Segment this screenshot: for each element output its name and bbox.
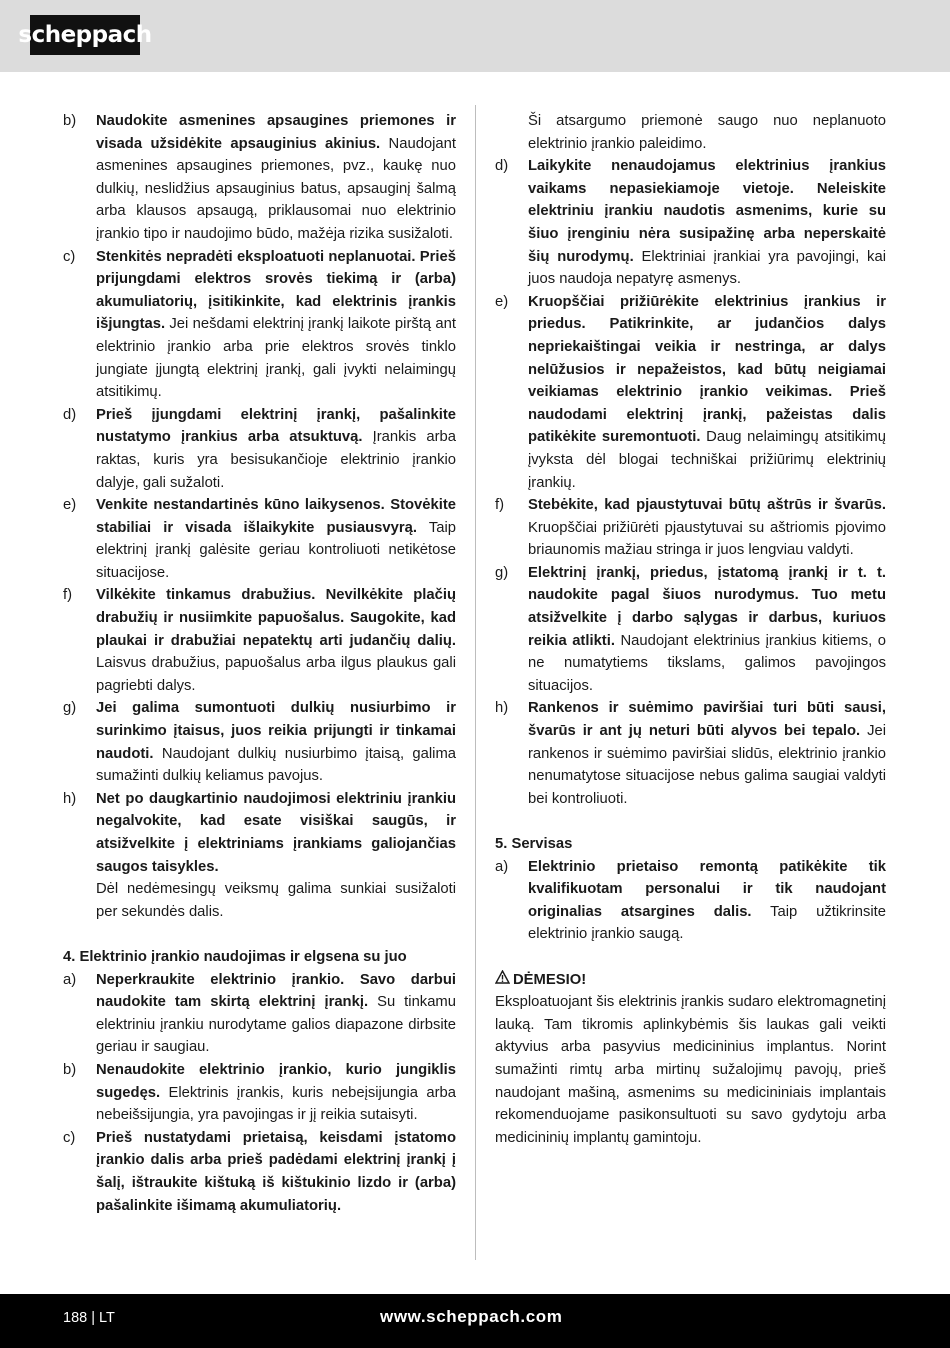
list-item: a) Neperkraukite elektrinio įrankio. Savo darbui naudokite tam skirtą elektrinį įrankį. Su tinkamu elektriniu įrankiu nurodytame galios diapazone dirbsite geriau ir saugiau. [63, 971, 456, 1056]
page-header [0, 0, 950, 72]
section-title: 4. Elektrinio įrankio naudojimas ir elgsena su juo [63, 948, 407, 965]
right-column [495, 110, 886, 1149]
column-divider [475, 105, 476, 1260]
warning-text: Eksploatuojant šis elektrinis įrankis sudaro elektromagnetinį lauką. Tam tikromis aplinkybėmis šis laukas gali veikti aktyvius arba pasyvius medicininius implantus. Norint sumažinti rimtų arba mirtinų sužalojimų pavojų, prieš naudojant mašiną, asmenims su medicininiais implantais rekomenduojame pasikonsultuoti su savo gydytoju arba medicininių implantų gamintoju. [495, 994, 886, 1146]
list-item: a) Elektrinio prietaiso remontą patikėkite tik kvalifikuotam personalui ir tik naudojant originalias atsargines dalis. Taip užtikrinsite elektrinio įrankio saugą. [495, 858, 886, 943]
warning-heading: DĖMESIO! [495, 969, 886, 992]
warning-triangle-icon [495, 969, 510, 992]
brand-logo: scheppach [30, 15, 140, 55]
list-item: d) Laikykite nenaudojamus elektrinius įrankius vaikams nepasiekiamoje vietoje. Neleiskite elektriniu įrankiu naudotis asmenims, kurie su šiuo įrenginiu nėra susipažinę arba neperskaitė šių nurodymų. Elektriniai įrankiai yra pavojingi, kai juos naudoja nepatyrę asmenys. [495, 158, 886, 288]
list-item: f) Vilkėkite tinkamus drabužius. Nevilkėkite plačių drabužių ir nusiimkite papuošalus. Saugokite, kad plaukai ir drabužiai nepatektų arti judančių dalių. Laisvus drabužius, papuošalus arba ilgus plaukus gali pagriebti dalys. [63, 587, 456, 694]
website-link[interactable]: www.scheppach.com [380, 1307, 563, 1326]
list-item: g) Elektrinį įrankį, priedus, įstatomą įrankį ir t. t. naudokite pagal šiuos nurodymus. Tuo metu atsižvelkite į darbo sąlygas ir darbus, kuriuos reikia atlikti. Naudojant elektrinius įrankius kitiems, o ne numatytiems tikslams, galimos pavojingos situacijos. [495, 564, 886, 694]
page-number: 188 | LT [63, 1310, 115, 1326]
list-item: g) Jei galima sumontuoti dulkių nusiurbimo ir surinkimo įtaisus, juos reikia prijungti ir tinkamai naudoti. Naudojant dulkių nusiurbimo įtaisą, galima sumažinti dulkių keliamus pavojus. [63, 700, 456, 785]
list-item: f) Stebėkite, kad pjaustytuvai būtų aštrūs ir švarūs. Kruopščiai prižiūrėti pjaustytuvai su aštriomis pjovimo briaunomis mažiau stringa ir juos lengviau valdyti. [495, 497, 886, 559]
list-item: h) Rankenos ir suėmimo paviršiai turi būti sausi, švarūs ir ant jų neturi būti alyvos bei tepalo. Jei rankenos ir suėmimo paviršiai slidūs, elektrinio įrankio nenumatytose situacijose nebus galima saugiai valdyti bei kontroliuoti. [495, 700, 887, 807]
list-item: e) Kruopščiai prižiūrėkite elektrinius įrankius ir priedus. Patikrinkite, ar judančios dalys nepriekaištingai veikia ir nestringa, ar dalys nelūžusios ir nepažeistos, kad būtų neigiamai veikiamas elektrinio įrankio veikimas. Prieš naudodami elektrinį įrankį, pažeistas dalis patikėkite suremontuoti. Daug nelaimingų atsitikimų įvyksta dėl blogai techniškai prižiūrimų elektrinių įrankių. [495, 293, 886, 491]
list-item: h) Net po daugkartinio naudojimosi elektriniu įrankiu negalvokite, kad esate visiškai saugūs, ir atsižvelkite į elektriniams įrankiams galiojančias saugos taisykles. Dėl nedėmesingų veiksmų galima sunkiai susižaloti per sekundės dalis. [63, 790, 456, 920]
section-title: 5. Servisas [495, 836, 573, 852]
page-footer [0, 1294, 950, 1348]
list-item: d) Prieš įjungdami elektrinį įrankį, pašalinkite nustatymo įrankius arba atsuktuvą. Įrankis arba raktas, kuris yra besisukančioje elektrinio įrankio dalyje, gali sužaloti. [63, 406, 456, 491]
list-item: c) Prieš nustatydami prietaisą, keisdami įstatomo įrankio dalis arba prieš padėdami elektrinį įrankį į šalį, ištraukite kištuką iš kištukinio lizdo ir (arba) pašalinkite išimamą akumuliatorių. [63, 1129, 456, 1214]
list-item: b) Naudokite asmenines apsaugines priemones ir visada užsidėkite apsauginius akinius. Naudojant asmenines apsaugines priemones, pvz., kaukę nuo dulkių, neslidžius apsauginius batus, apsauginį šalmą arba klausos apsaugą, priklausomai nuo elektrinio įrankio tipo ir naudojimo būdo, mažėja rizika susižaloti. [63, 113, 457, 242]
list-item: e) Venkite nestandartinės kūno laikysenos. Stovėkite stabiliai ir visada išlaikykite pusiausvyrą. Taip elektrinį įrankį galėsite geriau kontroliuoti netikėtose situacijose. [63, 497, 456, 581]
list-item: b) Nenaudokite elektrinio įrankio, kurio jungiklis sugedęs. Elektrinis įrankis, kuris nebeįsijungia arba nebeišsijungia, yra pavojingas ir jį reikia sutaisyti. [63, 1061, 456, 1124]
left-column [63, 110, 456, 1217]
list-item: Ši atsargumo priemonė saugo nuo neplanuoto elektrinio įrankio paleidimo. [528, 113, 886, 152]
list-item: c) Stenkitės nepradėti eksploatuoti neplanuotai. Prieš prijungdami elektros srovės tiekimą ir (arba) akumuliatorių, įsitikinkite, kad elektrinis įrankis išjungtas. Jei nešdami elektrinį įrankį laikote pirštą ant elektrinio įrankio arba prie elektros srovės tinklo jungiate įjungtą elektrinį įrankį, gali įvykti nelaimingų atsitikimų. [63, 248, 456, 401]
